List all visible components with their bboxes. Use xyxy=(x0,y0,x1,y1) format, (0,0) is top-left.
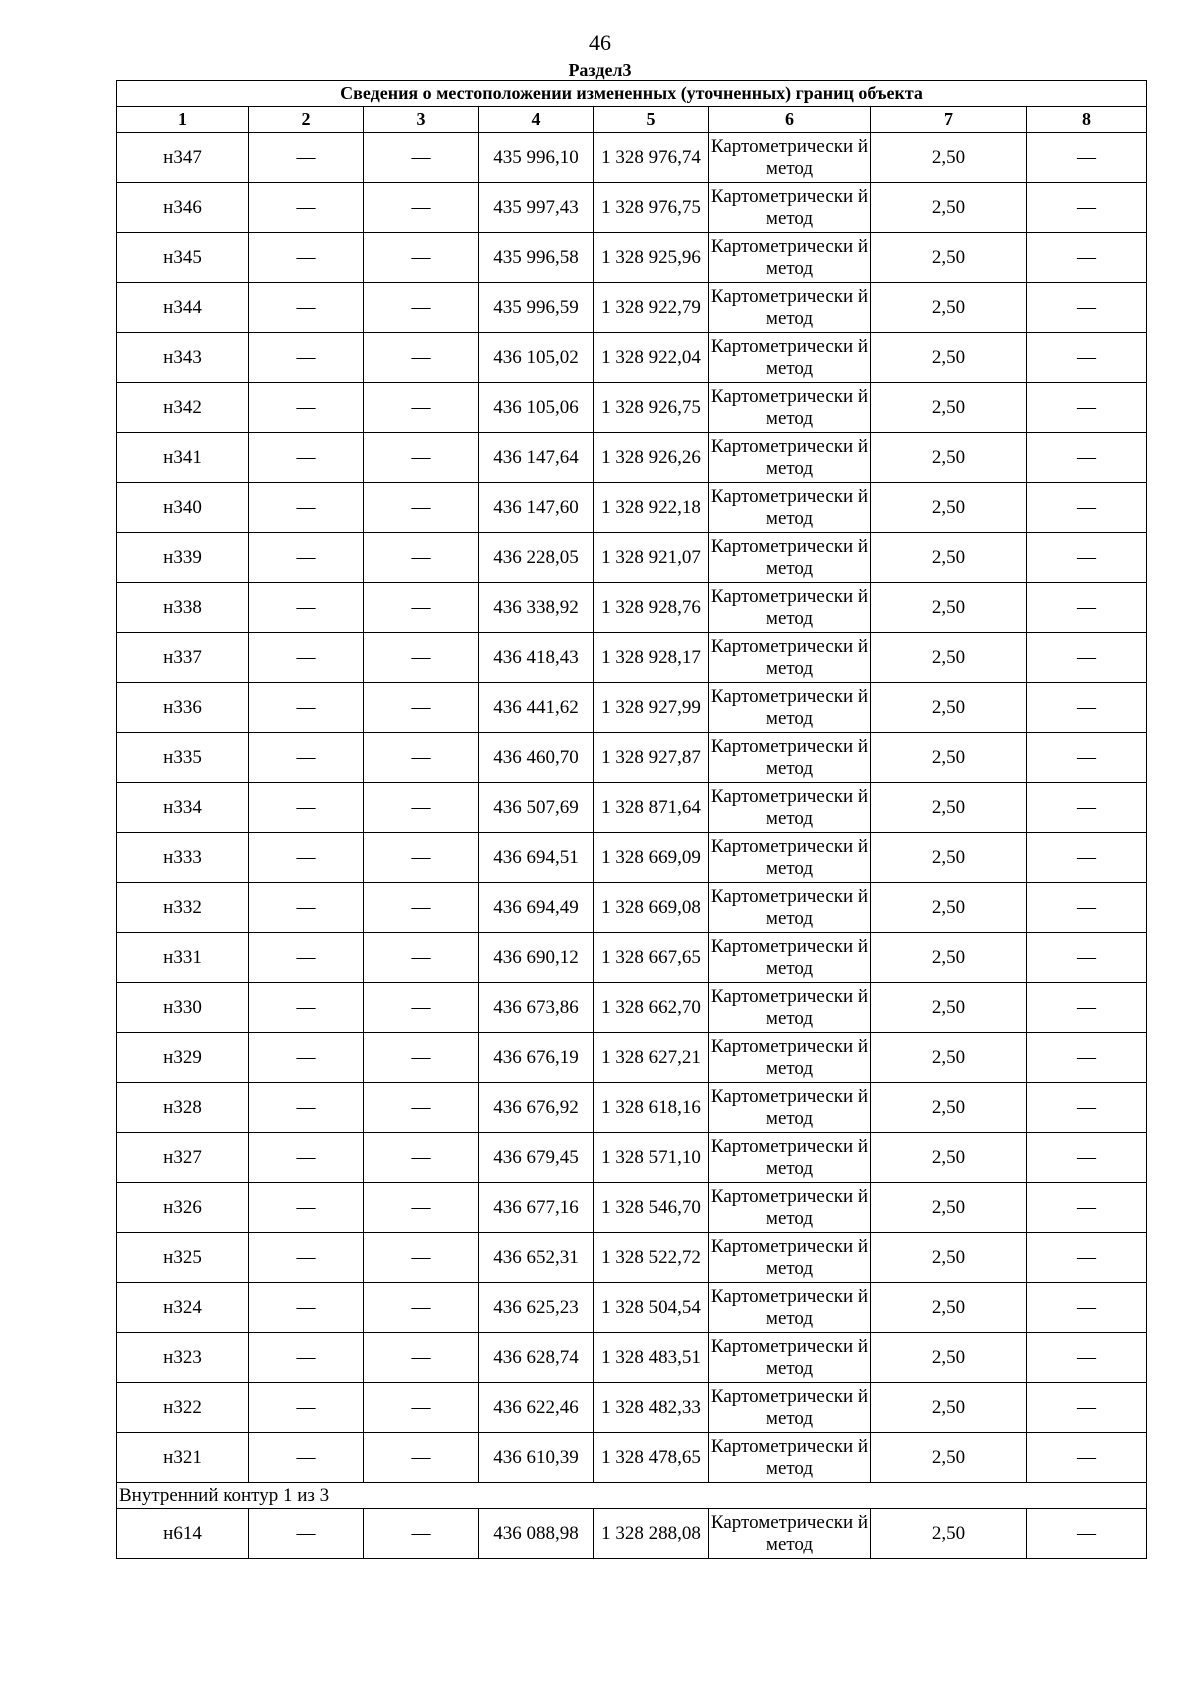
point-cell: н344 xyxy=(117,283,249,333)
table-row xyxy=(117,883,1147,933)
method-cell: Картометрически й метод xyxy=(709,1433,871,1483)
accuracy-cell: 2,50 xyxy=(871,1083,1027,1133)
accuracy-cell: 2,50 xyxy=(871,833,1027,883)
method-cell: Картометрически й метод xyxy=(709,883,871,933)
point-cell: н338 xyxy=(117,583,249,633)
method-cell: Картометрически й метод xyxy=(709,433,871,483)
y-coordinate-cell: 1 328 922,79 xyxy=(594,283,709,333)
table-row xyxy=(117,233,1147,283)
empty-value-cell: — xyxy=(249,1083,364,1133)
point-cell: н337 xyxy=(117,633,249,683)
table-row xyxy=(117,1509,1147,1559)
empty-value-cell: — xyxy=(1027,583,1147,633)
empty-value-cell: — xyxy=(249,433,364,483)
table-row xyxy=(117,1183,1147,1233)
method-cell: Картометрически й метод xyxy=(709,1283,871,1333)
table-row xyxy=(117,783,1147,833)
accuracy-cell: 2,50 xyxy=(871,333,1027,383)
x-coordinate-cell: 436 147,64 xyxy=(479,433,594,483)
y-coordinate-cell: 1 328 871,64 xyxy=(594,783,709,833)
y-coordinate-cell: 1 328 482,33 xyxy=(594,1383,709,1433)
x-coordinate-cell: 436 622,46 xyxy=(479,1383,594,1433)
x-coordinate-cell: 435 996,58 xyxy=(479,233,594,283)
accuracy-cell: 2,50 xyxy=(871,1433,1027,1483)
empty-value-cell: — xyxy=(249,1133,364,1183)
empty-value-cell: — xyxy=(1027,1509,1147,1559)
empty-value-cell: — xyxy=(364,1033,479,1083)
empty-value-cell: — xyxy=(1027,533,1147,583)
point-cell: н326 xyxy=(117,1183,249,1233)
method-cell: Картометрически й метод xyxy=(709,583,871,633)
empty-value-cell: — xyxy=(1027,1283,1147,1333)
column-header: 8 xyxy=(1027,107,1147,133)
point-cell: н342 xyxy=(117,383,249,433)
table-title: Сведения о местоположении измененных (уточненных) границ объекта xyxy=(117,81,1147,107)
x-coordinate-cell: 436 441,62 xyxy=(479,683,594,733)
empty-value-cell: — xyxy=(364,183,479,233)
method-cell: Картометрически й метод xyxy=(709,783,871,833)
y-coordinate-cell: 1 328 522,72 xyxy=(594,1233,709,1283)
accuracy-cell: 2,50 xyxy=(871,983,1027,1033)
point-cell: н323 xyxy=(117,1333,249,1383)
accuracy-cell: 2,50 xyxy=(871,683,1027,733)
table-row xyxy=(117,1133,1147,1183)
accuracy-cell: 2,50 xyxy=(871,633,1027,683)
point-cell: н339 xyxy=(117,533,249,583)
empty-value-cell: — xyxy=(249,833,364,883)
table-row xyxy=(117,1283,1147,1333)
accuracy-cell: 2,50 xyxy=(871,1333,1027,1383)
y-coordinate-cell: 1 328 618,16 xyxy=(594,1083,709,1133)
accuracy-cell: 2,50 xyxy=(871,533,1027,583)
empty-value-cell: — xyxy=(1027,233,1147,283)
contour-row xyxy=(117,1483,1147,1509)
empty-value-cell: — xyxy=(249,1183,364,1233)
empty-value-cell: — xyxy=(249,483,364,533)
empty-value-cell: — xyxy=(364,933,479,983)
empty-value-cell: — xyxy=(364,1333,479,1383)
accuracy-cell: 2,50 xyxy=(871,183,1027,233)
empty-value-cell: — xyxy=(364,833,479,883)
y-coordinate-cell: 1 328 669,09 xyxy=(594,833,709,883)
x-coordinate-cell: 436 088,98 xyxy=(479,1509,594,1559)
table-row xyxy=(117,133,1147,183)
empty-value-cell: — xyxy=(364,333,479,383)
empty-value-cell: — xyxy=(249,1283,364,1333)
y-coordinate-cell: 1 328 926,26 xyxy=(594,433,709,483)
x-coordinate-cell: 436 679,45 xyxy=(479,1133,594,1183)
empty-value-cell: — xyxy=(249,1233,364,1283)
accuracy-cell: 2,50 xyxy=(871,133,1027,183)
empty-value-cell: — xyxy=(1027,1333,1147,1383)
x-coordinate-cell: 436 673,86 xyxy=(479,983,594,1033)
method-cell: Картометрически й метод xyxy=(709,383,871,433)
empty-value-cell: — xyxy=(249,683,364,733)
empty-value-cell: — xyxy=(249,283,364,333)
table-row xyxy=(117,433,1147,483)
y-coordinate-cell: 1 328 662,70 xyxy=(594,983,709,1033)
empty-value-cell: — xyxy=(1027,183,1147,233)
x-coordinate-cell: 436 228,05 xyxy=(479,533,594,583)
empty-value-cell: — xyxy=(1027,333,1147,383)
empty-value-cell: — xyxy=(1027,133,1147,183)
method-cell: Картометрически й метод xyxy=(709,183,871,233)
section-title: Раздел3 xyxy=(568,60,632,80)
empty-value-cell: — xyxy=(364,533,479,583)
empty-value-cell: — xyxy=(364,983,479,1033)
y-coordinate-cell: 1 328 927,87 xyxy=(594,733,709,783)
accuracy-cell: 2,50 xyxy=(871,583,1027,633)
x-coordinate-cell: 435 996,10 xyxy=(479,133,594,183)
y-coordinate-cell: 1 328 669,08 xyxy=(594,883,709,933)
method-cell: Картометрически й метод xyxy=(709,1233,871,1283)
x-coordinate-cell: 436 147,60 xyxy=(479,483,594,533)
table-row xyxy=(117,533,1147,583)
empty-value-cell: — xyxy=(364,283,479,333)
method-cell: Картометрически й метод xyxy=(709,1133,871,1183)
accuracy-cell: 2,50 xyxy=(871,1509,1027,1559)
x-coordinate-cell: 436 610,39 xyxy=(479,1433,594,1483)
point-cell: н322 xyxy=(117,1383,249,1433)
empty-value-cell: — xyxy=(249,733,364,783)
x-coordinate-cell: 436 628,74 xyxy=(479,1333,594,1383)
y-coordinate-cell: 1 328 667,65 xyxy=(594,933,709,983)
column-header: 7 xyxy=(871,107,1027,133)
empty-value-cell: — xyxy=(364,1133,479,1183)
empty-value-cell: — xyxy=(1027,783,1147,833)
column-header: 3 xyxy=(364,107,479,133)
x-coordinate-cell: 436 676,19 xyxy=(479,1033,594,1083)
empty-value-cell: — xyxy=(249,233,364,283)
accuracy-cell: 2,50 xyxy=(871,883,1027,933)
method-cell: Картометрически й метод xyxy=(709,1183,871,1233)
empty-value-cell: — xyxy=(249,933,364,983)
x-coordinate-cell: 436 690,12 xyxy=(479,933,594,983)
method-cell: Картометрически й метод xyxy=(709,533,871,583)
empty-value-cell: — xyxy=(1027,1033,1147,1083)
table-row xyxy=(117,683,1147,733)
accuracy-cell: 2,50 xyxy=(871,233,1027,283)
empty-value-cell: — xyxy=(249,633,364,683)
table-row xyxy=(117,1433,1147,1483)
method-cell: Картометрически й метод xyxy=(709,283,871,333)
empty-value-cell: — xyxy=(1027,983,1147,1033)
empty-value-cell: — xyxy=(364,133,479,183)
column-header: 2 xyxy=(249,107,364,133)
point-cell: н325 xyxy=(117,1233,249,1283)
empty-value-cell: — xyxy=(364,1383,479,1433)
y-coordinate-cell: 1 328 288,08 xyxy=(594,1509,709,1559)
point-cell: н614 xyxy=(117,1509,249,1559)
method-cell: Картометрически й метод xyxy=(709,1333,871,1383)
empty-value-cell: — xyxy=(364,583,479,633)
point-cell: н336 xyxy=(117,683,249,733)
accuracy-cell: 2,50 xyxy=(871,1183,1027,1233)
table-row xyxy=(117,1333,1147,1383)
empty-value-cell: — xyxy=(249,533,364,583)
table-row xyxy=(117,483,1147,533)
empty-value-cell: — xyxy=(1027,433,1147,483)
method-cell: Картометрически й метод xyxy=(709,633,871,683)
contour-label: Внутренний контур 1 из 3 xyxy=(117,1483,1147,1509)
method-cell: Картометрически й метод xyxy=(709,1509,871,1559)
x-coordinate-cell: 436 460,70 xyxy=(479,733,594,783)
table-row xyxy=(117,1033,1147,1083)
point-cell: н324 xyxy=(117,1283,249,1333)
column-header: 6 xyxy=(709,107,871,133)
method-cell: Картометрически й метод xyxy=(709,933,871,983)
empty-value-cell: — xyxy=(249,183,364,233)
y-coordinate-cell: 1 328 504,54 xyxy=(594,1283,709,1333)
empty-value-cell: — xyxy=(1027,1183,1147,1233)
empty-value-cell: — xyxy=(249,133,364,183)
table-row xyxy=(117,333,1147,383)
empty-value-cell: — xyxy=(364,1509,479,1559)
point-cell: н332 xyxy=(117,883,249,933)
x-coordinate-cell: 436 418,43 xyxy=(479,633,594,683)
empty-value-cell: — xyxy=(1027,483,1147,533)
empty-value-cell: — xyxy=(1027,1133,1147,1183)
y-coordinate-cell: 1 328 926,75 xyxy=(594,383,709,433)
y-coordinate-cell: 1 328 921,07 xyxy=(594,533,709,583)
empty-value-cell: — xyxy=(1027,733,1147,783)
empty-value-cell: — xyxy=(249,383,364,433)
method-cell: Картометрически й метод xyxy=(709,1383,871,1433)
x-coordinate-cell: 436 338,92 xyxy=(479,583,594,633)
table-row xyxy=(117,1383,1147,1433)
point-cell: н346 xyxy=(117,183,249,233)
method-cell: Картометрически й метод xyxy=(709,483,871,533)
accuracy-cell: 2,50 xyxy=(871,1383,1027,1433)
point-cell: н331 xyxy=(117,933,249,983)
x-coordinate-cell: 436 105,02 xyxy=(479,333,594,383)
x-coordinate-cell: 436 694,51 xyxy=(479,833,594,883)
table-row xyxy=(117,733,1147,783)
point-cell: н335 xyxy=(117,733,249,783)
accuracy-cell: 2,50 xyxy=(871,483,1027,533)
x-coordinate-cell: 436 694,49 xyxy=(479,883,594,933)
empty-value-cell: — xyxy=(364,233,479,283)
x-coordinate-cell: 436 625,23 xyxy=(479,1283,594,1333)
accuracy-cell: 2,50 xyxy=(871,1283,1027,1333)
point-cell: н334 xyxy=(117,783,249,833)
table-row xyxy=(117,1233,1147,1283)
table-row xyxy=(117,383,1147,433)
y-coordinate-cell: 1 328 483,51 xyxy=(594,1333,709,1383)
method-cell: Картометрически й метод xyxy=(709,983,871,1033)
empty-value-cell: — xyxy=(249,1509,364,1559)
y-coordinate-cell: 1 328 922,18 xyxy=(594,483,709,533)
empty-value-cell: — xyxy=(364,433,479,483)
empty-value-cell: — xyxy=(1027,283,1147,333)
x-coordinate-cell: 435 997,43 xyxy=(479,183,594,233)
column-header-row xyxy=(117,107,1147,133)
x-coordinate-cell: 436 677,16 xyxy=(479,1183,594,1233)
table-row xyxy=(117,983,1147,1033)
empty-value-cell: — xyxy=(1027,683,1147,733)
empty-value-cell: — xyxy=(1027,1083,1147,1133)
empty-value-cell: — xyxy=(1027,1233,1147,1283)
empty-value-cell: — xyxy=(1027,883,1147,933)
table-row xyxy=(117,833,1147,883)
empty-value-cell: — xyxy=(249,1383,364,1433)
empty-value-cell: — xyxy=(364,1283,479,1333)
empty-value-cell: — xyxy=(1027,633,1147,683)
accuracy-cell: 2,50 xyxy=(871,1133,1027,1183)
y-coordinate-cell: 1 328 571,10 xyxy=(594,1133,709,1183)
method-cell: Картометрически й метод xyxy=(709,683,871,733)
coordinates-table xyxy=(116,80,1147,1559)
empty-value-cell: — xyxy=(249,783,364,833)
point-cell: н327 xyxy=(117,1133,249,1183)
empty-value-cell: — xyxy=(364,883,479,933)
accuracy-cell: 2,50 xyxy=(871,383,1027,433)
empty-value-cell: — xyxy=(249,1033,364,1083)
method-cell: Картометрически й метод xyxy=(709,1033,871,1083)
empty-value-cell: — xyxy=(249,983,364,1033)
y-coordinate-cell: 1 328 627,21 xyxy=(594,1033,709,1083)
empty-value-cell: — xyxy=(364,1433,479,1483)
accuracy-cell: 2,50 xyxy=(871,1233,1027,1283)
y-coordinate-cell: 1 328 546,70 xyxy=(594,1183,709,1233)
table-row xyxy=(117,933,1147,983)
accuracy-cell: 2,50 xyxy=(871,433,1027,483)
table-row xyxy=(117,633,1147,683)
accuracy-cell: 2,50 xyxy=(871,783,1027,833)
accuracy-cell: 2,50 xyxy=(871,1033,1027,1083)
point-cell: н343 xyxy=(117,333,249,383)
y-coordinate-cell: 1 328 928,17 xyxy=(594,633,709,683)
method-cell: Картометрически й метод xyxy=(709,133,871,183)
empty-value-cell: — xyxy=(1027,1433,1147,1483)
empty-value-cell: — xyxy=(364,783,479,833)
empty-value-cell: — xyxy=(249,1333,364,1383)
table-row xyxy=(117,283,1147,333)
y-coordinate-cell: 1 328 478,65 xyxy=(594,1433,709,1483)
y-coordinate-cell: 1 328 928,76 xyxy=(594,583,709,633)
point-cell: н340 xyxy=(117,483,249,533)
accuracy-cell: 2,50 xyxy=(871,733,1027,783)
empty-value-cell: — xyxy=(364,483,479,533)
y-coordinate-cell: 1 328 976,75 xyxy=(594,183,709,233)
table-row xyxy=(117,583,1147,633)
method-cell: Картометрически й метод xyxy=(709,833,871,883)
empty-value-cell: — xyxy=(249,1433,364,1483)
empty-value-cell: — xyxy=(364,1083,479,1133)
column-header: 5 xyxy=(594,107,709,133)
x-coordinate-cell: 435 996,59 xyxy=(479,283,594,333)
empty-value-cell: — xyxy=(364,683,479,733)
point-cell: н328 xyxy=(117,1083,249,1133)
empty-value-cell: — xyxy=(249,883,364,933)
empty-value-cell: — xyxy=(1027,833,1147,883)
method-cell: Картометрически й метод xyxy=(709,333,871,383)
accuracy-cell: 2,50 xyxy=(871,933,1027,983)
point-cell: н333 xyxy=(117,833,249,883)
x-coordinate-cell: 436 676,92 xyxy=(479,1083,594,1133)
empty-value-cell: — xyxy=(364,1183,479,1233)
method-cell: Картометрически й метод xyxy=(709,733,871,783)
empty-value-cell: — xyxy=(1027,933,1147,983)
x-coordinate-cell: 436 507,69 xyxy=(479,783,594,833)
point-cell: н347 xyxy=(117,133,249,183)
x-coordinate-cell: 436 105,06 xyxy=(479,383,594,433)
y-coordinate-cell: 1 328 922,04 xyxy=(594,333,709,383)
point-cell: н341 xyxy=(117,433,249,483)
empty-value-cell: — xyxy=(364,1233,479,1283)
empty-value-cell: — xyxy=(364,633,479,683)
empty-value-cell: — xyxy=(364,733,479,783)
point-cell: н330 xyxy=(117,983,249,1033)
page-number: 46 xyxy=(589,30,611,55)
y-coordinate-cell: 1 328 927,99 xyxy=(594,683,709,733)
column-header: 1 xyxy=(117,107,249,133)
empty-value-cell: — xyxy=(1027,383,1147,433)
column-header: 4 xyxy=(479,107,594,133)
method-cell: Картометрически й метод xyxy=(709,1083,871,1133)
point-cell: н329 xyxy=(117,1033,249,1083)
y-coordinate-cell: 1 328 925,96 xyxy=(594,233,709,283)
empty-value-cell: — xyxy=(249,333,364,383)
table-row xyxy=(117,1083,1147,1133)
table-row xyxy=(117,183,1147,233)
point-cell: н321 xyxy=(117,1433,249,1483)
point-cell: н345 xyxy=(117,233,249,283)
method-cell: Картометрически й метод xyxy=(709,233,871,283)
empty-value-cell: — xyxy=(249,583,364,633)
x-coordinate-cell: 436 652,31 xyxy=(479,1233,594,1283)
empty-value-cell: — xyxy=(364,383,479,433)
empty-value-cell: — xyxy=(1027,1383,1147,1433)
y-coordinate-cell: 1 328 976,74 xyxy=(594,133,709,183)
accuracy-cell: 2,50 xyxy=(871,283,1027,333)
